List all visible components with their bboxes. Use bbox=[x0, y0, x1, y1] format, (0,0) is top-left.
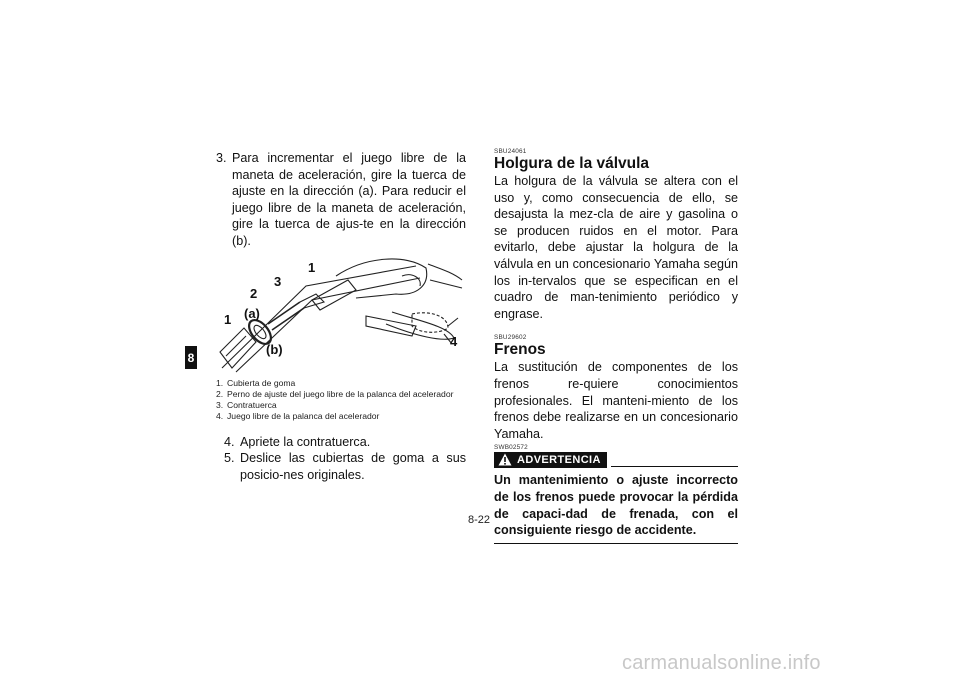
step-text: Para incrementar el juego libre de la maneta de aceleración, gire la tuerca de ajuste en la dirección (a). Para reducir el juego libre de la maneta de aceleración, gire la tuerca de ajus-te en la dirección (b). bbox=[232, 151, 466, 248]
caption-text: Juego libre de la palanca del acelerador bbox=[227, 410, 380, 421]
section-body-valve: La holgura de la válvula se altera con el uso y, como consecuencia de ello, se desajusta la mez-cla de aire y gasolina o se producen ruidos en el motor. Para evitarlo, debe ajustar la holgura de la válvula en un concesionario Yamaha según los in-tervalos que se especifican en el cuadro de man-tenimiento periódico y engrase. bbox=[494, 174, 738, 321]
warning-badge bbox=[494, 452, 607, 468]
left-column bbox=[216, 150, 466, 483]
callout-a: (a) bbox=[244, 305, 260, 321]
section-title-valve: Holgura de la válvula bbox=[494, 155, 650, 172]
warning-header bbox=[494, 451, 738, 468]
warning-text: Un mantenimiento o ajuste incorrecto de los frenos puede provocar la pérdida de capaci-dad de frenada, con el consiguiente riesgo de accidente. bbox=[494, 473, 738, 538]
callout-1-left: 1 bbox=[224, 311, 232, 327]
caption-number: 4. bbox=[216, 410, 224, 421]
section-title-brakes: Frenos bbox=[494, 341, 546, 359]
figure-captions bbox=[216, 378, 466, 422]
right-column bbox=[494, 148, 738, 544]
step-text: Deslice las cubiertas de goma a sus posicio-nes originales. bbox=[240, 451, 466, 482]
caption-number: 1. bbox=[216, 377, 224, 388]
caption-number: 2. bbox=[216, 388, 224, 399]
callout-1-top: 1 bbox=[308, 259, 316, 275]
caption-4 bbox=[216, 411, 466, 422]
caption-text: Cubierta de goma bbox=[227, 377, 296, 388]
chapter-tab: 8 bbox=[185, 346, 197, 369]
section-code: SBU24061 bbox=[494, 148, 527, 155]
step-3 bbox=[216, 150, 466, 250]
caption-text: Contratuerca bbox=[227, 399, 277, 410]
caption-text: Perno de ajuste del juego libre de la palanca del acelerador bbox=[227, 388, 454, 399]
page-number: 8-22 bbox=[468, 514, 491, 526]
steps-list bbox=[216, 434, 466, 484]
step-number: 4. bbox=[224, 434, 235, 449]
step-4 bbox=[224, 434, 466, 451]
watermark: carmanualsonline.info bbox=[622, 652, 821, 674]
warning-end-rule bbox=[494, 543, 738, 544]
section-code: SBU29602 bbox=[494, 334, 527, 342]
throttle-figure bbox=[216, 256, 466, 376]
warning-label: ADVERTENCIA bbox=[517, 453, 601, 466]
warning-rule bbox=[611, 466, 738, 467]
section-brakes bbox=[494, 334, 738, 442]
callout-3: 3 bbox=[274, 273, 282, 289]
callout-2: 2 bbox=[250, 285, 258, 301]
caption-2 bbox=[216, 389, 466, 400]
step-text: Apriete la contratuerca. bbox=[240, 434, 371, 449]
step-number: 5. bbox=[224, 451, 235, 466]
warning-triangle-icon bbox=[498, 453, 512, 466]
caption-3 bbox=[216, 400, 466, 411]
callout-4: 4 bbox=[450, 333, 458, 349]
step-number: 3. bbox=[216, 151, 227, 165]
caption-number: 3. bbox=[216, 399, 224, 410]
section-body-brakes: La sustitución de componentes de los frenos re-quiere conocimientos profesionales. El manteni-miento de los frenos debe realizarse en un concesionario Yamaha. bbox=[494, 360, 738, 441]
caption-1 bbox=[216, 378, 466, 389]
warning-code: SWB02572 bbox=[494, 444, 528, 452]
callout-b: (b) bbox=[266, 341, 283, 357]
step-5 bbox=[224, 450, 466, 483]
